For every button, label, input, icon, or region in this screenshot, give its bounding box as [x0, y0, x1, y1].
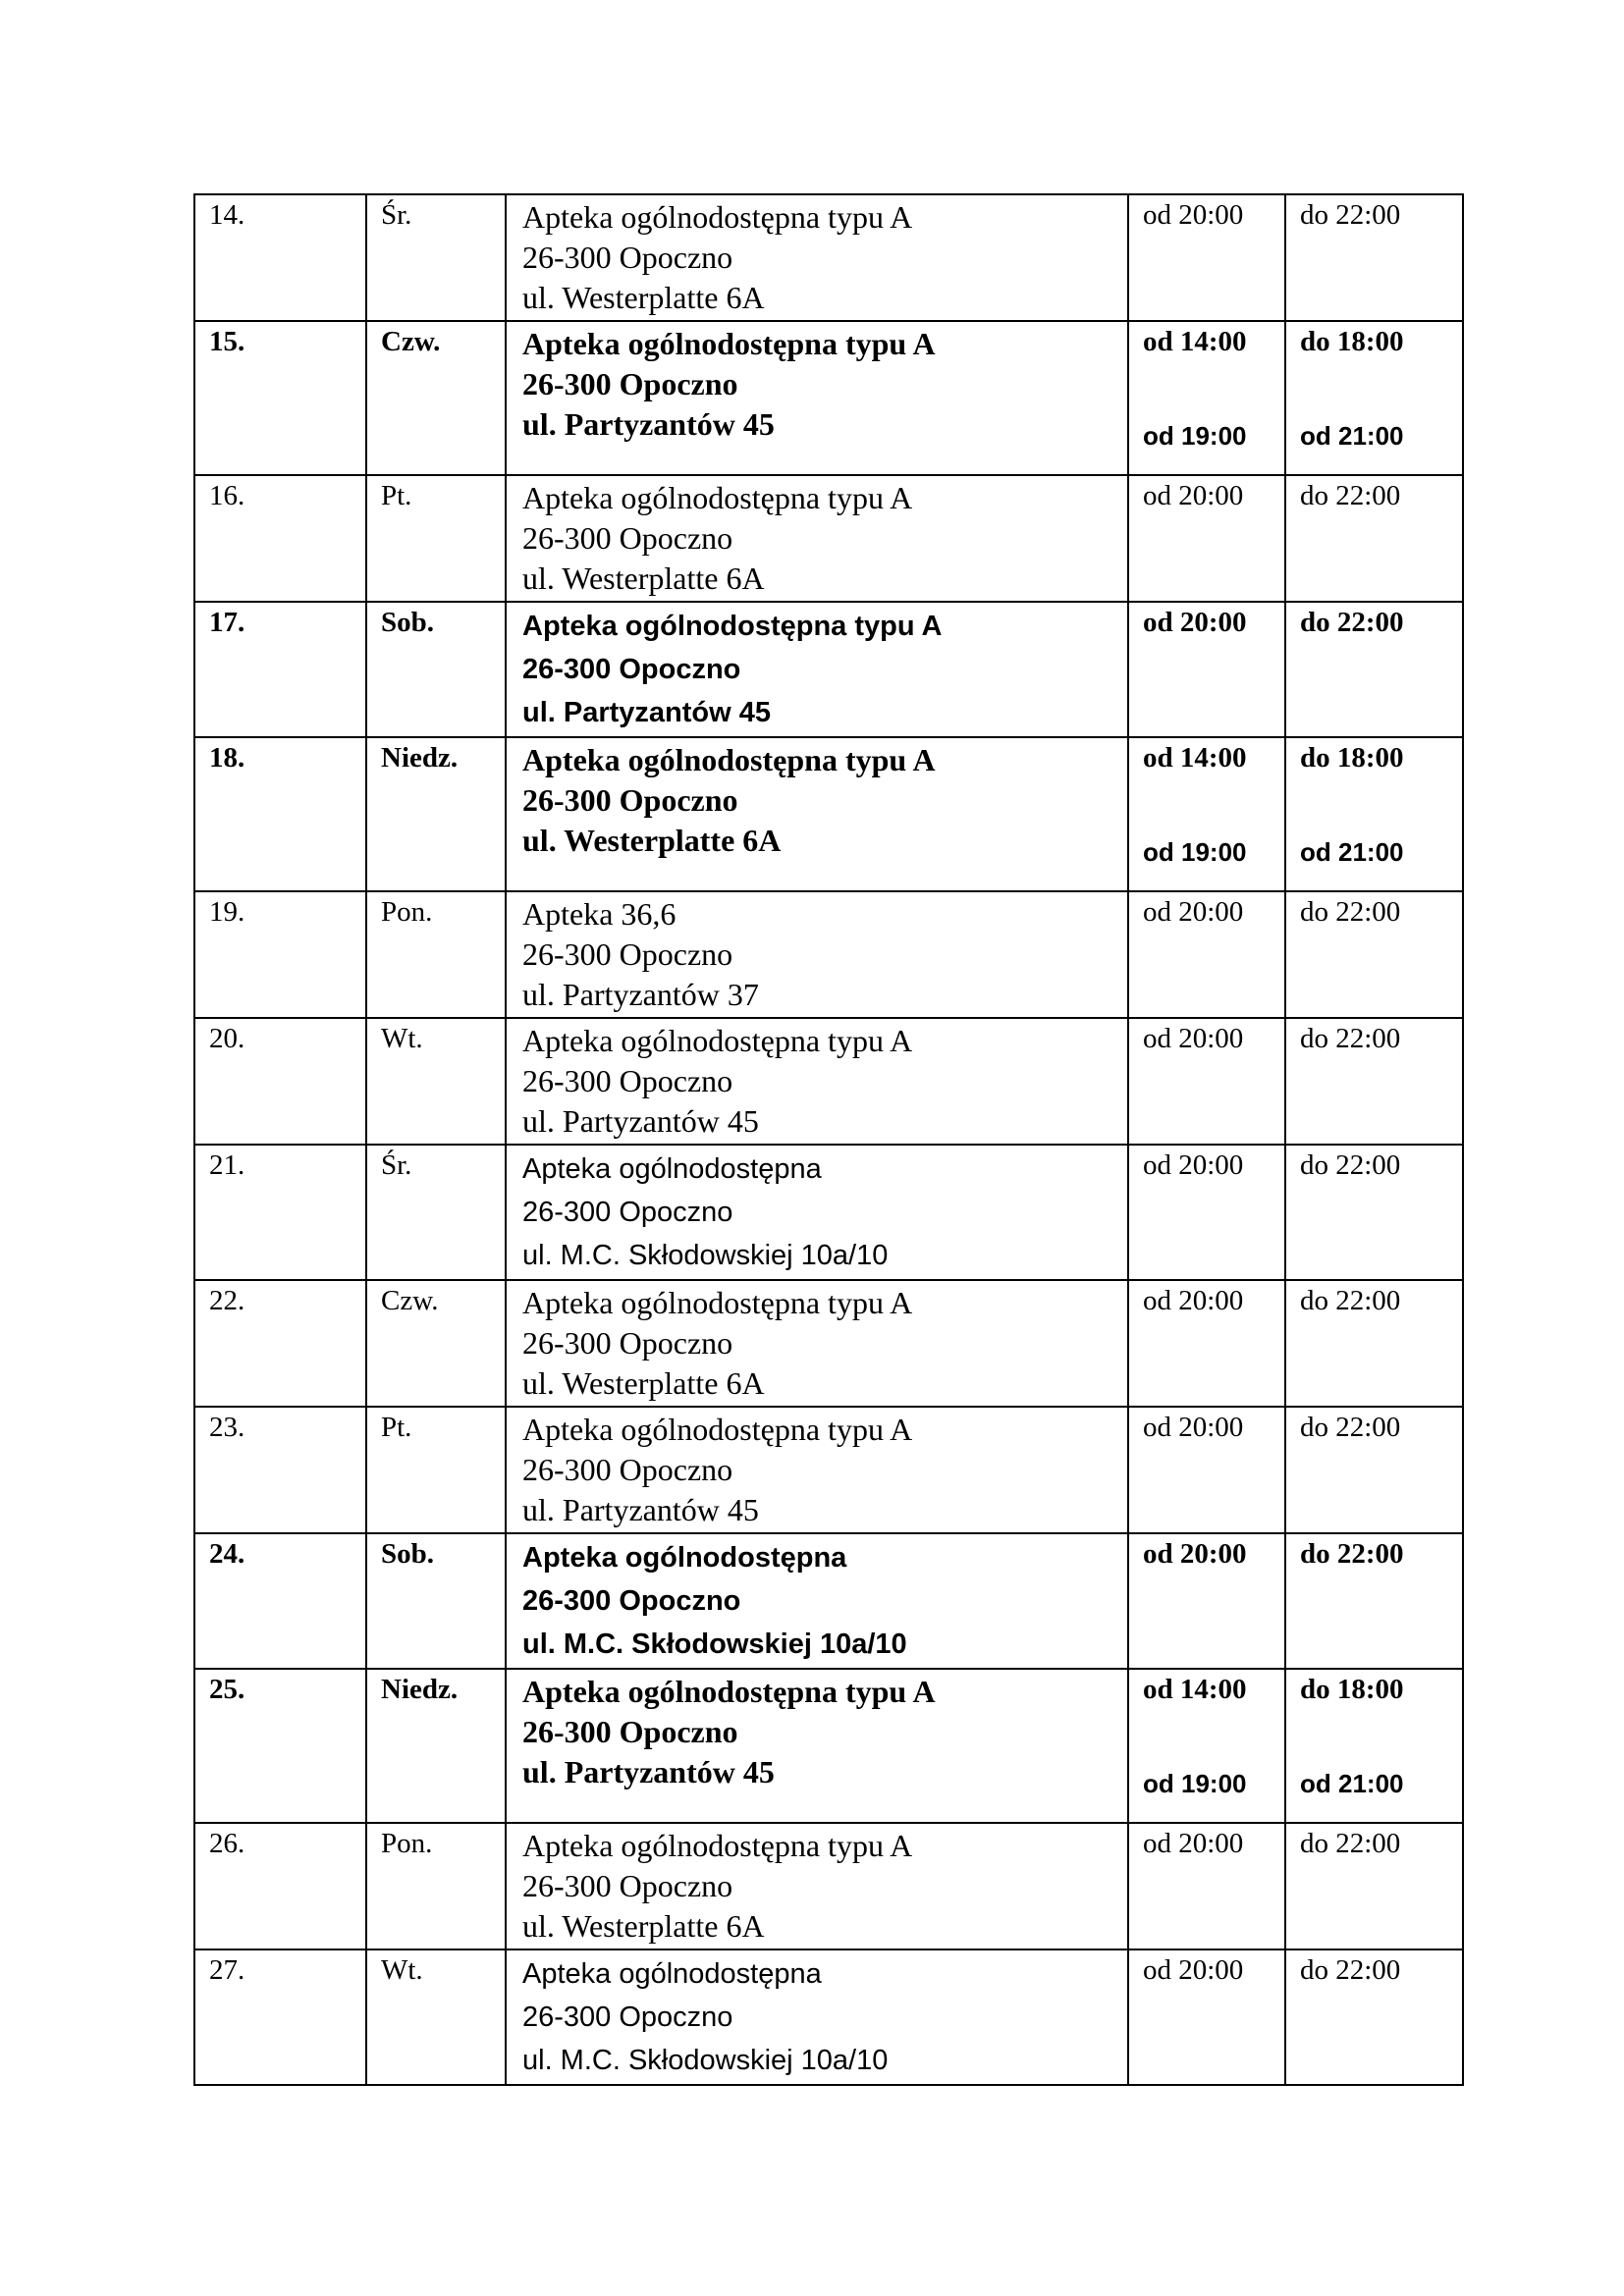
pharmacy-street: ul. Westerplatte 6A	[522, 1365, 765, 1401]
weekday: Wt.	[381, 1954, 423, 1986]
weekday: Śr.	[381, 199, 412, 231]
pharmacy-name: Apteka ogólnodostępna	[522, 1153, 822, 1185]
row-number: 17.	[209, 607, 245, 638]
time-to: do 22:00	[1300, 480, 1401, 511]
pharmacy-cell	[507, 1534, 1127, 1668]
table-row	[194, 475, 1463, 602]
pharmacy-name: Apteka ogólnodostępna typu A	[522, 480, 913, 515]
table-row	[194, 891, 1463, 1018]
weekday: Wt.	[381, 1023, 423, 1054]
table-row	[194, 1407, 1463, 1533]
row-number: 23.	[209, 1412, 245, 1443]
pharmacy-postal: 26-300 Opoczno	[522, 2002, 733, 2033]
time-from-second: od 19:00	[1143, 837, 1247, 867]
weekday: Niedz.	[381, 1674, 459, 1705]
table-row	[194, 602, 1463, 737]
time-cell	[1286, 322, 1462, 452]
time-to: do 22:00	[1300, 607, 1404, 638]
pharmacy-postal: 26-300 Opoczno	[522, 520, 733, 556]
row-number: 19.	[209, 896, 245, 928]
time-from: od 14:00	[1143, 742, 1247, 774]
pharmacy-street: ul. Partyzantów 45	[522, 697, 772, 728]
row-number: 14.	[209, 199, 245, 231]
pharmacy-street: ul. Partyzantów 45	[522, 406, 775, 442]
pharmacy-street: ul. Partyzantów 45	[522, 1492, 759, 1527]
time-from: od 14:00	[1143, 326, 1247, 357]
weekday: Pon.	[381, 896, 433, 928]
pharmacy-cell	[507, 603, 1127, 736]
time-from-second: od 19:00	[1143, 1769, 1247, 1798]
time-to-second: od 21:00	[1300, 421, 1404, 451]
row-number: 22.	[209, 1285, 245, 1316]
time-from-second: od 19:00	[1143, 421, 1247, 451]
time-to-second: od 21:00	[1300, 1769, 1404, 1798]
weekday: Niedz.	[381, 742, 459, 774]
pharmacy-name: Apteka ogólnodostępna typu A	[522, 1023, 913, 1058]
pharmacy-postal: 26-300 Opoczno	[522, 1714, 738, 1749]
weekday: Czw.	[381, 326, 441, 357]
time-to: do 22:00	[1300, 1412, 1401, 1443]
weekday: Pon.	[381, 1828, 433, 1859]
pharmacy-street: ul. Partyzantów 45	[522, 1103, 759, 1139]
pharmacy-street: ul. Partyzantów 37	[522, 977, 759, 1012]
pharmacy-street: ul. Partyzantów 45	[522, 1754, 775, 1789]
pharmacy-postal: 26-300 Opoczno	[522, 240, 733, 275]
weekday: Sob.	[381, 1538, 435, 1570]
time-to: do 22:00	[1300, 199, 1401, 231]
time-from: od 20:00	[1143, 480, 1244, 511]
row-number: 26.	[209, 1828, 245, 1859]
pharmacy-street: ul. M.C. Skłodowskiej 10a/10	[522, 1240, 889, 1271]
time-from: od 20:00	[1143, 607, 1247, 638]
row-number: 24.	[209, 1538, 245, 1570]
time-from: od 14:00	[1143, 1674, 1247, 1705]
time-to: do 18:00	[1300, 742, 1404, 774]
time-cell	[1129, 1670, 1284, 1799]
pharmacy-name: Apteka ogólnodostępna typu A	[522, 742, 936, 777]
pharmacy-postal: 26-300 Opoczno	[522, 1452, 733, 1487]
time-to: do 22:00	[1300, 1954, 1401, 1986]
pharmacy-cell	[507, 1146, 1127, 1279]
pharmacy-cell	[507, 1019, 1127, 1144]
pharmacy-street: ul. Westerplatte 6A	[522, 823, 782, 858]
table-row	[194, 194, 1463, 321]
table-row	[194, 321, 1463, 475]
pharmacy-name: Apteka ogólnodostępna typu A	[522, 611, 943, 642]
table-row	[194, 1145, 1463, 1280]
pharmacy-street: ul. Westerplatte 6A	[522, 280, 765, 315]
pharmacy-cell	[507, 1408, 1127, 1532]
time-from: od 20:00	[1143, 1412, 1244, 1443]
pharmacy-cell	[507, 738, 1127, 863]
time-cell	[1129, 738, 1284, 868]
document-page	[193, 193, 1464, 2086]
pharmacy-name: Apteka ogólnodostępna	[522, 1542, 847, 1574]
time-from: od 20:00	[1143, 896, 1244, 928]
weekday: Pt.	[381, 480, 412, 511]
time-to: do 22:00	[1300, 1023, 1401, 1054]
table-row	[194, 1018, 1463, 1145]
table-row	[194, 1533, 1463, 1669]
pharmacy-postal: 26-300 Opoczno	[522, 1868, 733, 1903]
pharmacy-street: ul. M.C. Skłodowskiej 10a/10	[522, 1629, 907, 1660]
row-number: 27.	[209, 1954, 245, 1986]
pharmacy-name: Apteka ogólnodostępna typu A	[522, 1412, 913, 1447]
table-row	[194, 1280, 1463, 1407]
row-number: 25.	[209, 1674, 245, 1705]
pharmacy-cell	[507, 322, 1127, 447]
row-number: 18.	[209, 742, 245, 774]
pharmacy-name: Apteka ogólnodostępna typu A	[522, 326, 936, 361]
pharmacy-name: Apteka ogólnodostępna typu A	[522, 1285, 913, 1320]
time-to: do 18:00	[1300, 1674, 1404, 1705]
time-cell	[1286, 1670, 1462, 1799]
pharmacy-postal: 26-300 Opoczno	[522, 782, 738, 818]
row-number: 20.	[209, 1023, 245, 1054]
time-to: do 22:00	[1300, 1285, 1401, 1316]
row-number: 16.	[209, 480, 245, 511]
pharmacy-postal: 26-300 Opoczno	[522, 1585, 741, 1617]
time-from: od 20:00	[1143, 1828, 1244, 1859]
row-number: 15.	[209, 326, 245, 357]
time-cell	[1286, 738, 1462, 868]
pharmacy-name: Apteka ogólnodostępna typu A	[522, 199, 913, 235]
time-to: do 22:00	[1300, 896, 1401, 928]
pharmacy-name: Apteka ogólnodostępna typu A	[522, 1674, 936, 1709]
time-from: od 20:00	[1143, 1023, 1244, 1054]
pharmacy-cell	[507, 195, 1127, 320]
table-row	[194, 1949, 1463, 2085]
table-row	[194, 1669, 1463, 1823]
pharmacy-postal: 26-300 Opoczno	[522, 366, 738, 401]
weekday: Śr.	[381, 1149, 412, 1181]
table-row	[194, 1823, 1463, 1949]
pharmacy-cell	[507, 1670, 1127, 1794]
time-from: od 20:00	[1143, 1149, 1244, 1181]
time-to: do 22:00	[1300, 1828, 1401, 1859]
time-from: od 20:00	[1143, 1538, 1247, 1570]
pharmacy-name: Apteka 36,6	[522, 896, 677, 932]
row-number: 21.	[209, 1149, 245, 1181]
pharmacy-street: ul. Westerplatte 6A	[522, 1908, 765, 1944]
time-cell	[1129, 322, 1284, 452]
pharmacy-cell	[507, 1824, 1127, 1949]
pharmacy-cell	[507, 1950, 1127, 2084]
pharmacy-street: ul. Westerplatte 6A	[522, 561, 765, 596]
time-to: do 22:00	[1300, 1538, 1404, 1570]
time-to-second: od 21:00	[1300, 837, 1404, 867]
time-from: od 20:00	[1143, 1954, 1244, 1986]
pharmacy-street: ul. M.C. Skłodowskiej 10a/10	[522, 2045, 889, 2076]
weekday: Sob.	[381, 607, 435, 638]
pharmacy-duty-table	[193, 193, 1464, 2086]
pharmacy-postal: 26-300 Opoczno	[522, 1325, 733, 1361]
pharmacy-postal: 26-300 Opoczno	[522, 1063, 733, 1098]
time-to: do 18:00	[1300, 326, 1404, 357]
time-to: do 22:00	[1300, 1149, 1401, 1181]
pharmacy-cell	[507, 476, 1127, 601]
table-row	[194, 737, 1463, 891]
weekday: Czw.	[381, 1285, 439, 1316]
pharmacy-name: Apteka ogólnodostępna	[522, 1958, 822, 1990]
pharmacy-name: Apteka ogólnodostępna typu A	[522, 1828, 913, 1863]
pharmacy-cell	[507, 892, 1127, 1017]
pharmacy-cell	[507, 1281, 1127, 1406]
pharmacy-postal: 26-300 Opoczno	[522, 936, 733, 972]
pharmacy-postal: 26-300 Opoczno	[522, 654, 741, 685]
time-from: od 20:00	[1143, 1285, 1244, 1316]
time-from: od 20:00	[1143, 199, 1244, 231]
weekday: Pt.	[381, 1412, 412, 1443]
pharmacy-postal: 26-300 Opoczno	[522, 1197, 733, 1228]
